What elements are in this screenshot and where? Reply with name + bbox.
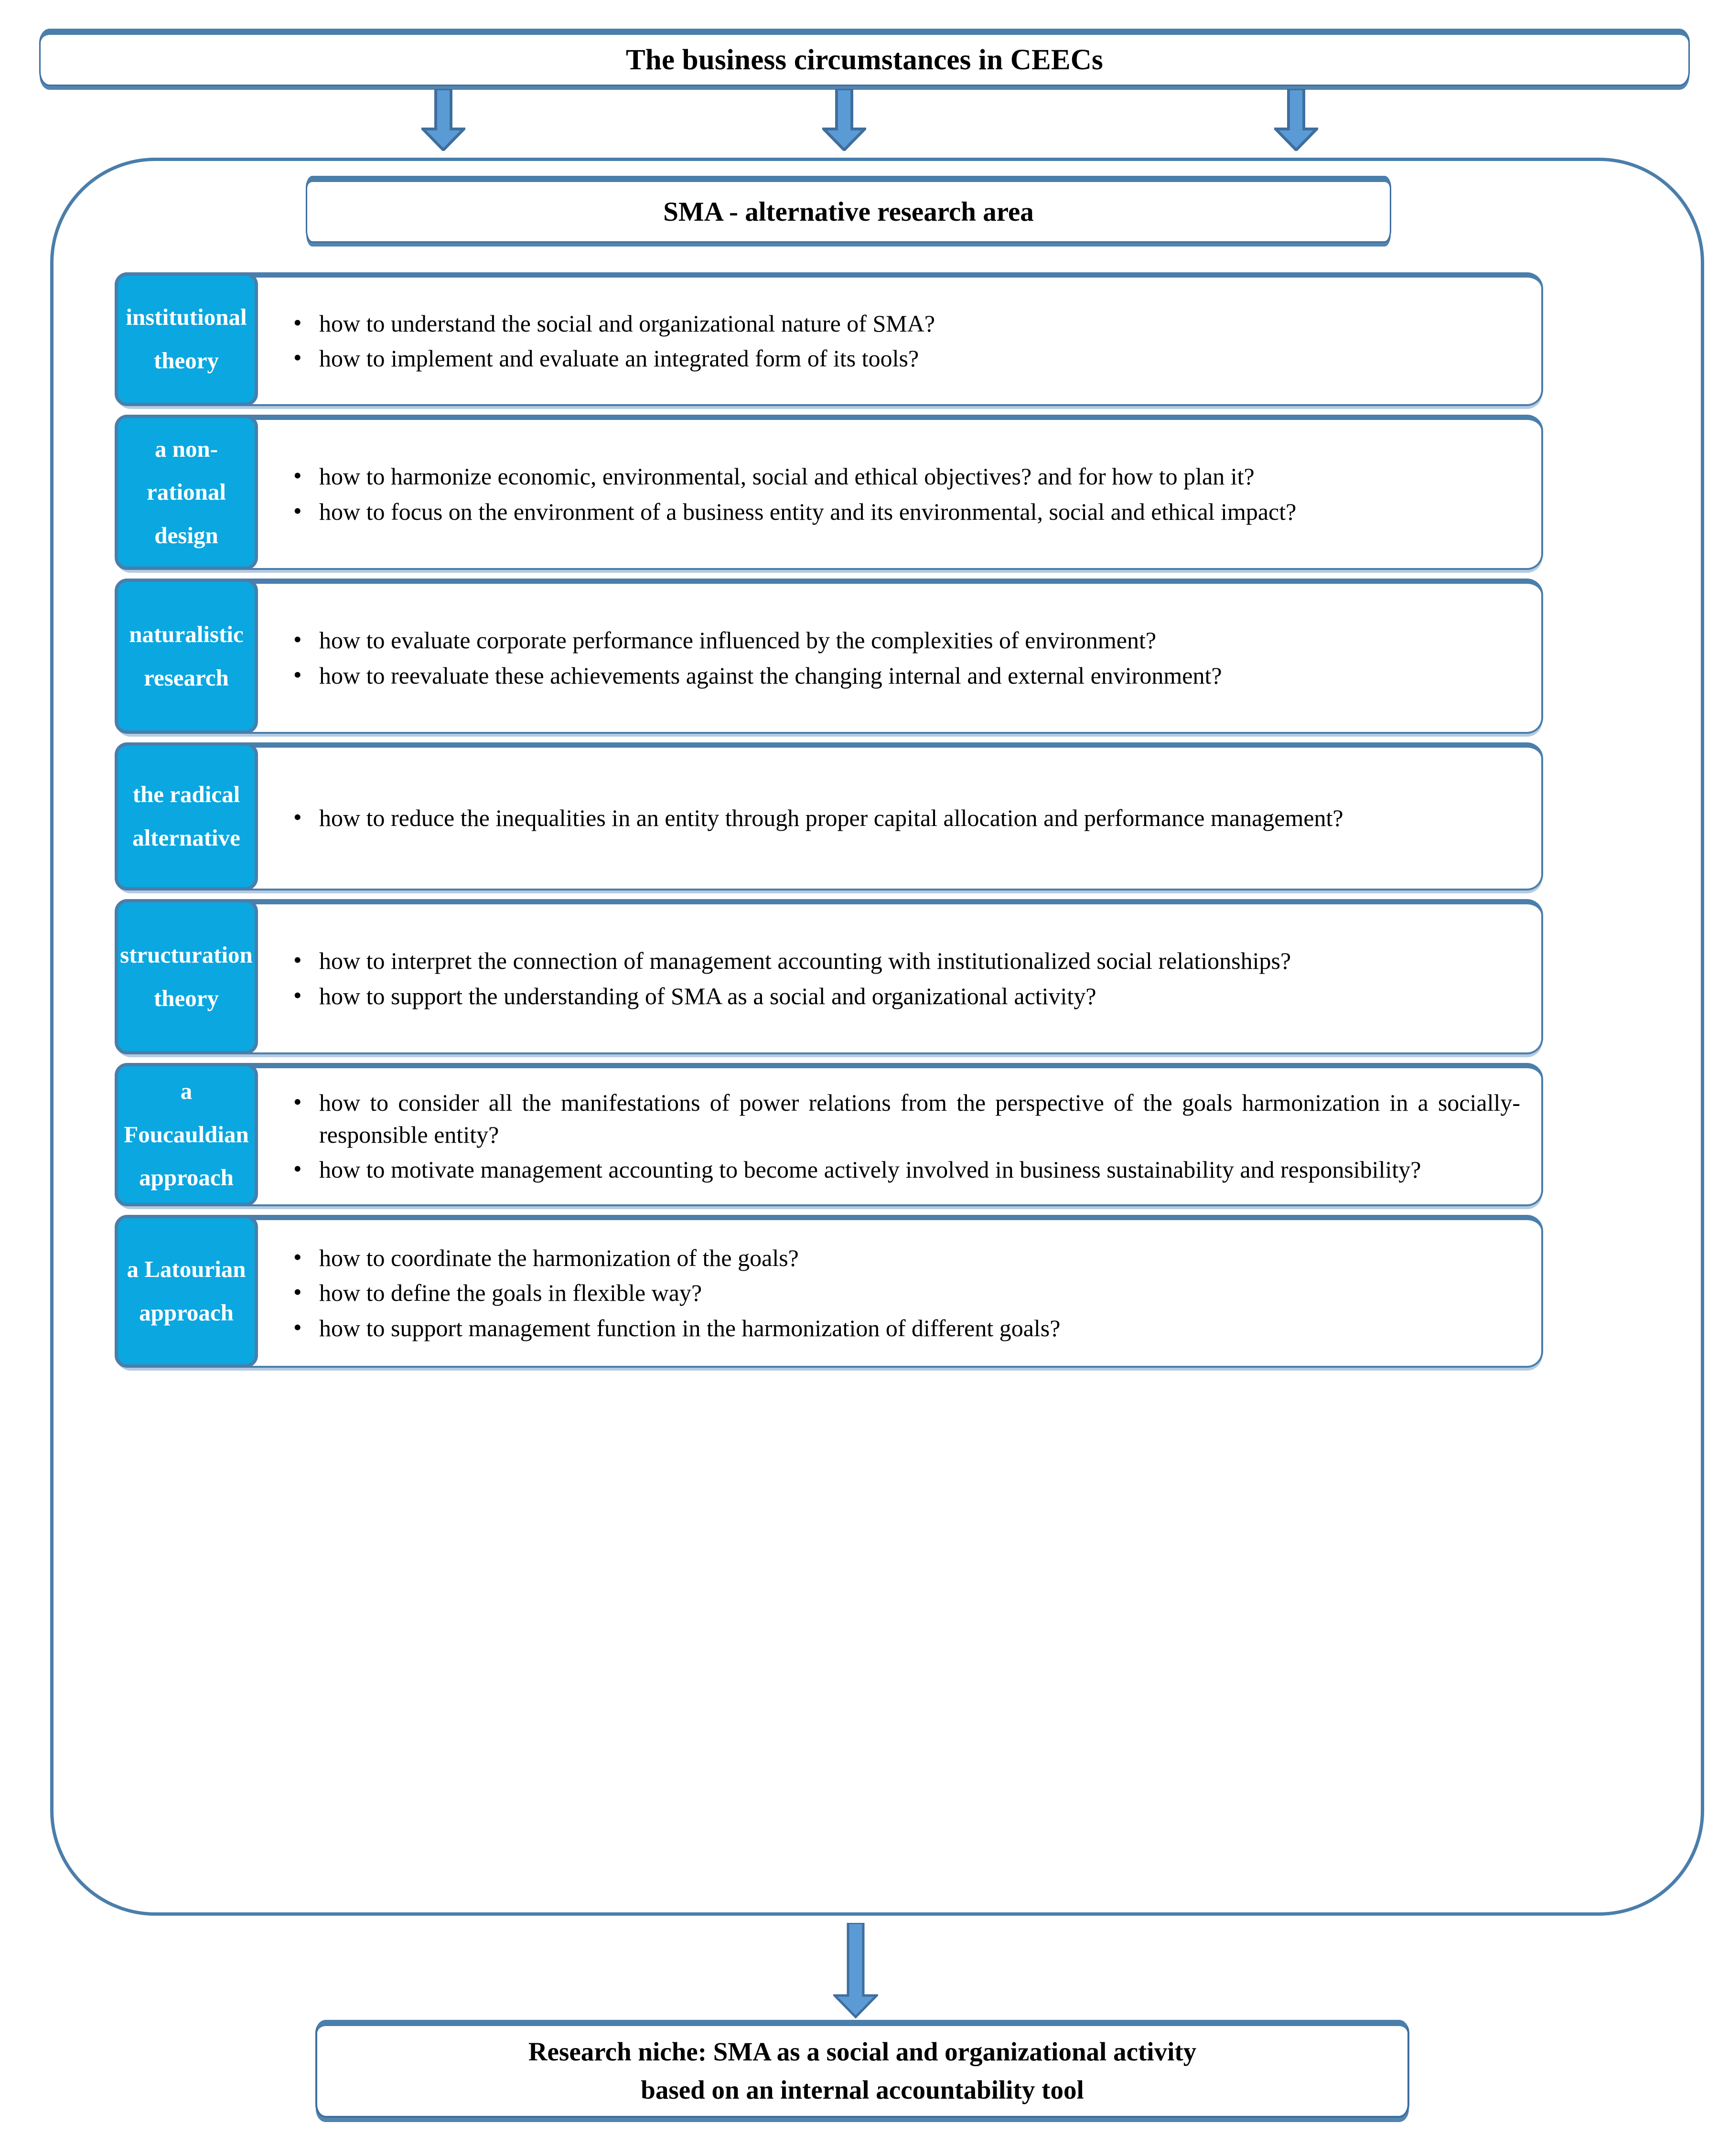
theory-questions-a-latourian-approach	[258, 1220, 1541, 1366]
theory-label-a-latourian-approach	[115, 1215, 258, 1368]
theory-label-a-non-rational-design	[115, 415, 258, 570]
theory-questions-institutional-theory	[258, 278, 1541, 404]
sma-header-title: SMA - alternative research area	[663, 196, 1034, 227]
question-item: • how to evaluate corporate performance influenced by the complexities of environment?	[290, 624, 1520, 656]
theory-row-a-foucauldian-approach	[115, 1063, 1543, 1206]
theory-label-line: a non-	[154, 435, 218, 462]
theory-label-line: rational	[146, 479, 226, 505]
theory-rows-list	[115, 272, 1543, 1376]
theory-label-line: structuration	[120, 941, 253, 968]
theory-questions-a-foucauldian-approach	[258, 1068, 1541, 1204]
arrow-down-icon-2	[822, 89, 866, 151]
theory-label-institutional-theory	[115, 272, 258, 406]
theory-row-structuration-theory	[115, 899, 1543, 1054]
question-item: • how to coordinate the harmonization of the goals?	[290, 1242, 1520, 1274]
theory-row-the-radical-alternative	[115, 742, 1543, 890]
theory-label-line: approach	[139, 1164, 234, 1191]
theory-label-a-foucauldian-approach	[115, 1063, 258, 1206]
theory-label-line: Foucauldian	[124, 1121, 249, 1148]
question-item: • how to reduce the inequalities in an entity through proper capital allocation and performance management?	[290, 802, 1520, 834]
question-item: • how to focus on the environment of a business entity and its environmental, social and ethical impact?	[290, 496, 1520, 528]
question-item: • how to define the goals in flexible way?	[290, 1277, 1520, 1309]
theory-label-structuration-theory	[115, 899, 258, 1054]
research-niche-line-2: based on an internal accountability tool	[641, 2075, 1084, 2104]
question-item: • how to support the understanding of SMA as a social and organizational activity?	[290, 980, 1520, 1012]
theory-label-line: the radical	[132, 781, 240, 808]
theory-label-line: a	[180, 1078, 193, 1105]
question-item: • how to understand the social and organizational nature of SMA?	[290, 308, 1520, 340]
theory-row-naturalistic-research	[115, 579, 1543, 734]
theory-label-line: theory	[153, 347, 219, 374]
theory-label-line: alternative	[132, 825, 240, 851]
theory-label-naturalistic-research	[115, 579, 258, 734]
theory-questions-structuration-theory	[258, 904, 1541, 1052]
theory-label-line: design	[154, 522, 218, 548]
question-item: • how to harmonize economic, environmental, social and ethical objectives? and for how to plan it?	[290, 461, 1520, 493]
research-niche-box	[315, 2020, 1409, 2118]
theory-label-line: a Latourian	[127, 1256, 246, 1283]
theory-questions-naturalistic-research	[258, 584, 1541, 732]
arrow-down-icon-3	[1274, 89, 1318, 151]
top-banner	[39, 29, 1690, 86]
question-item: • how to interpret the connection of management accounting with institutionalized social relationships?	[290, 945, 1520, 977]
page-title: The business circumstances in CEECs	[626, 43, 1103, 76]
arrow-down-icon-bottom	[833, 1923, 878, 2018]
question-item: • how to support management function in the harmonization of different goals?	[290, 1312, 1520, 1344]
theory-questions-the-radical-alternative	[258, 748, 1541, 889]
theory-row-a-non-rational-design	[115, 415, 1543, 570]
question-item: • how to consider all the manifestations of power relations from the perspective of the goals harmonization in a socially-responsible entity?	[290, 1087, 1520, 1150]
theory-label-line: approach	[139, 1299, 234, 1326]
theory-label-line: institutional	[126, 304, 247, 331]
question-item: • how to motivate management accounting to become actively involved in business sustainability and responsibility?	[290, 1154, 1520, 1186]
question-item: • how to implement and evaluate an integrated form of its tools?	[290, 343, 1520, 375]
research-niche-line-1: Research niche: SMA as a social and organizational activity	[528, 2037, 1197, 2067]
arrow-down-icon-1	[421, 89, 465, 151]
theory-questions-a-non-rational-design	[258, 420, 1541, 568]
theory-row-a-latourian-approach	[115, 1215, 1543, 1368]
theory-label-line: research	[144, 664, 229, 691]
sma-header-box	[306, 176, 1391, 243]
theory-row-institutional-theory	[115, 272, 1543, 406]
theory-label-line: naturalistic	[129, 621, 244, 647]
question-item: • how to reevaluate these achievements against the changing internal and external environment?	[290, 660, 1520, 692]
theory-label-line: theory	[153, 985, 219, 1011]
theory-label-the-radical-alternative	[115, 742, 258, 890]
